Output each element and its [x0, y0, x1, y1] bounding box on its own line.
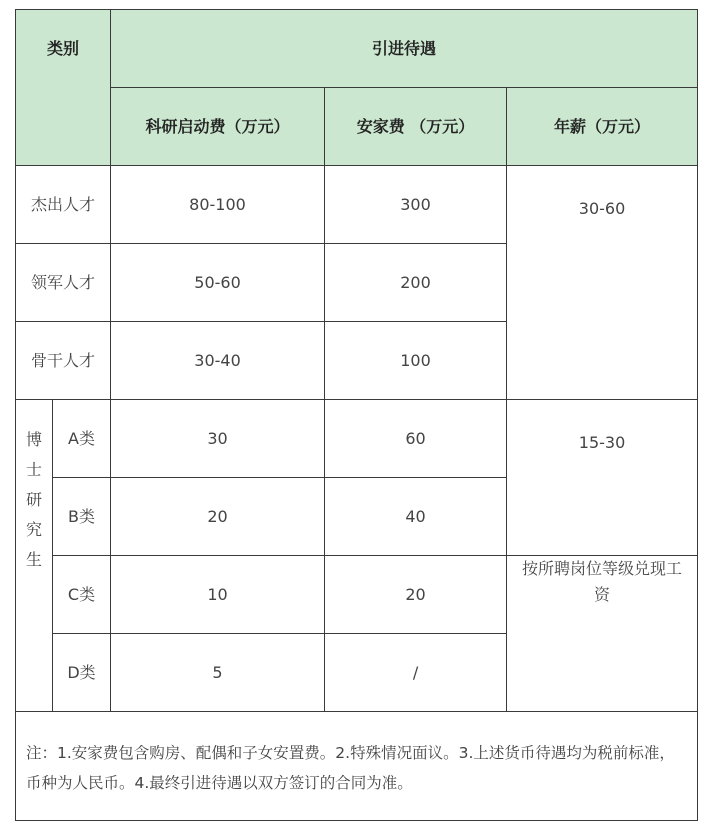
- doctor-group-label: [16, 400, 53, 712]
- salary-cell-doctor-ab: 15-30: [507, 400, 698, 556]
- note-row: [16, 712, 698, 821]
- header-row-1: [16, 10, 698, 88]
- startup-fee-cell: 30-40: [111, 322, 325, 400]
- table-row: [16, 166, 698, 244]
- table-row: [16, 556, 698, 634]
- group-char: 研: [25, 490, 42, 509]
- benefits-table: [15, 9, 698, 821]
- header-row-2: [16, 88, 698, 166]
- settle-fee-header: 安家费 （万元）: [325, 88, 507, 166]
- salary-header: 年薪（万元）: [507, 88, 698, 166]
- salary-cell-doctor-cd: 按所聘岗位等级兑现工资: [507, 556, 698, 712]
- startup-fee-cell: 80-100: [111, 166, 325, 244]
- row-label: 杰出人才: [16, 166, 111, 244]
- settle-fee-cell: 60: [325, 400, 507, 478]
- group-char: 生: [25, 550, 42, 569]
- startup-fee-cell: 50-60: [111, 244, 325, 322]
- row-label: B类: [53, 478, 111, 556]
- group-char: 究: [25, 520, 42, 539]
- category-header: 类别: [16, 10, 111, 166]
- row-label: 领军人才: [16, 244, 111, 322]
- group-char: 博: [25, 430, 42, 449]
- settle-fee-cell: 20: [325, 556, 507, 634]
- row-label: 骨干人才: [16, 322, 111, 400]
- table-row: [16, 400, 698, 478]
- benefits-header: 引进待遇: [111, 10, 698, 88]
- group-char: 士: [25, 460, 42, 479]
- settle-fee-cell: /: [325, 634, 507, 712]
- settle-fee-cell: 200: [325, 244, 507, 322]
- settle-fee-cell: 100: [325, 322, 507, 400]
- settle-fee-cell: 40: [325, 478, 507, 556]
- startup-fee-cell: 20: [111, 478, 325, 556]
- startup-fee-cell: 30: [111, 400, 325, 478]
- settle-fee-cell: 300: [325, 166, 507, 244]
- row-label: C类: [53, 556, 111, 634]
- startup-fee-header: 科研启动费（万元）: [111, 88, 325, 166]
- row-label: D类: [53, 634, 111, 712]
- footnote: 注：1.安家费包含购房、配偶和子女安置费。2.特殊情况面议。3.上述货币待遇均为税前标准，币种为人民币。4.最终引进待遇以双方签订的合同为准。: [16, 712, 698, 821]
- row-label: A类: [53, 400, 111, 478]
- startup-fee-cell: 5: [111, 634, 325, 712]
- startup-fee-cell: 10: [111, 556, 325, 634]
- salary-cell-talent: 30-60: [507, 166, 698, 400]
